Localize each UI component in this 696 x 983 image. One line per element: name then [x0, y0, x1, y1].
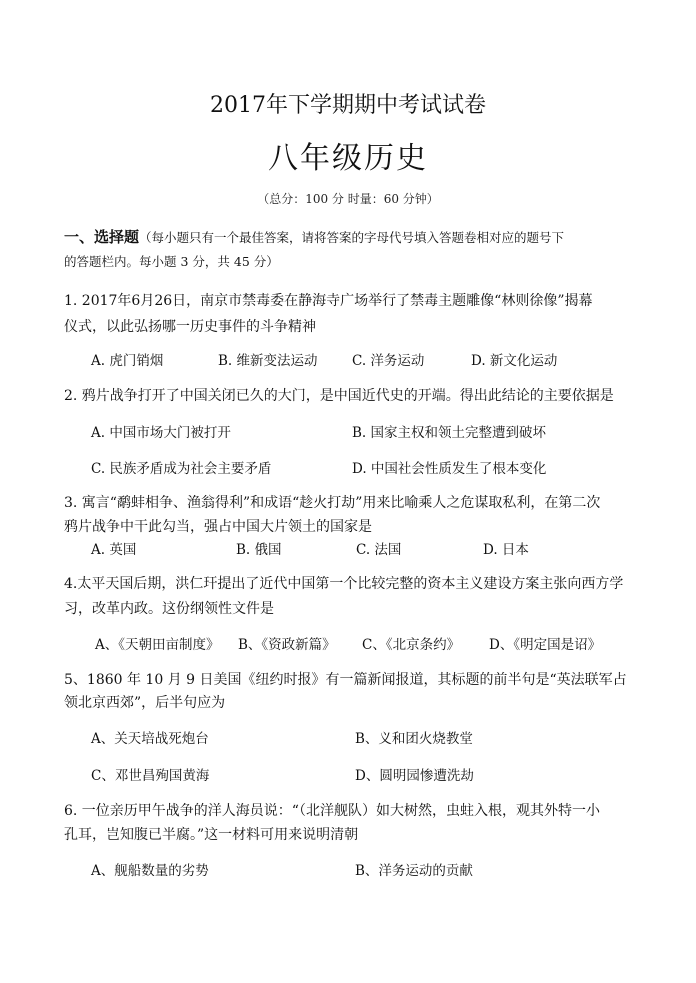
score-time-info: （总分：100 分 时量：60 分钟） [257, 192, 439, 206]
question-1-line-1: 1. 2017年6月26日，南京市禁毒委在静海寺广场举行了禁毒主题雕像“林则徐像”揭幕 [64, 293, 593, 309]
section-heading-line [64, 226, 564, 247]
exam-title: 2017年下学期期中考试试卷 [210, 93, 486, 118]
question-1-option-d: D. 新文化运动 [471, 353, 558, 369]
question-5-option-d: D、圆明园惨遭洗劫 [355, 768, 474, 784]
question-2-line-1: 2. 鸦片战争打开了中国关闭已久的大门，是中国近代史的开端。得出此结论的主要依据是 [64, 388, 614, 404]
question-5-option-a: A、关天培战死炮台 [91, 731, 209, 747]
question-3-option-c: C. 法国 [356, 542, 402, 558]
question-4-option-d: D、《明定国是诏》 [489, 637, 602, 653]
question-4-line-2: 习，改革内政。这份纲领性文件是 [64, 601, 274, 617]
question-6-line-2: 孔耳，岂知腹已半腐。”这一材料可用来说明清朝 [64, 827, 359, 843]
question-2-option-a: A. 中国市场大门被打开 [91, 425, 231, 441]
question-4-option-b: B、《资政新篇》 [238, 637, 336, 653]
section-instruction-cont: 的答题栏内。每小题 3 分，共 45 分） [64, 254, 279, 269]
question-2-option-c: C. 民族矛盾成为社会主要矛盾 [91, 461, 272, 477]
question-3-option-b: B. 俄国 [236, 542, 282, 558]
question-4-option-c: C、《北京条约》 [362, 637, 461, 653]
section-heading: 一、选择题 [64, 228, 140, 246]
question-6-line-1: 6. 一位亲历甲午战争的洋人海员说：“（北洋舰队）如大树然，虫蛀入根，观其外特一小 [64, 803, 600, 819]
question-2-option-d: D. 中国社会性质发生了根本变化 [352, 461, 547, 477]
question-1-option-b: B. 维新变法运动 [218, 353, 318, 369]
question-4-line-1: 4.太平天国后期，洪仁玕提出了近代中国第一个比较完整的资本主义建设方案主张向西方学 [64, 576, 624, 592]
question-4-option-a: A、《天朝田亩制度》 [95, 637, 220, 653]
question-6-option-a: A、舰船数量的劣势 [91, 863, 209, 879]
question-5-option-c: C、邓世昌殉国黄海 [91, 768, 210, 784]
question-5-line-1: 5、1860 年 10 月 9 日美国《纽约时报》有一篇新闻报道，其标题的前半句是“英法联军占 [64, 672, 627, 688]
question-1-option-c: C. 洋务运动 [352, 353, 425, 369]
question-5-line-2: 领北京西郊”，后半句应为 [64, 695, 226, 711]
question-3-line-2: 鸦片战争中干此勾当，强占中国大片领土的国家是 [64, 519, 372, 535]
section-instruction: （每小题只有一个最佳答案，请将答案的字母代号填入答题卷相对应的题号下 [139, 230, 565, 245]
question-5-option-b: B、义和团火烧教堂 [355, 731, 473, 747]
question-2-option-b: B. 国家主权和领土完整遭到破坏 [352, 425, 547, 441]
question-6-option-b: B、洋务运动的贡献 [355, 863, 473, 879]
question-1-option-a: A. 虎门销烟 [91, 353, 164, 369]
question-1-line-2: 仪式，以此弘扬哪一历史事件的斗争精神 [64, 319, 316, 335]
question-3-option-d: D. 日本 [483, 542, 529, 558]
subject-title: 八年级历史 [268, 141, 428, 176]
question-3-option-a: A. 英国 [91, 542, 137, 558]
question-3-line-1: 3. 寓言“鹬蚌相争、渔翁得利”和成语“趁火打劫”用来比喻乘人之危谋取私利，在第二次 [64, 495, 601, 511]
